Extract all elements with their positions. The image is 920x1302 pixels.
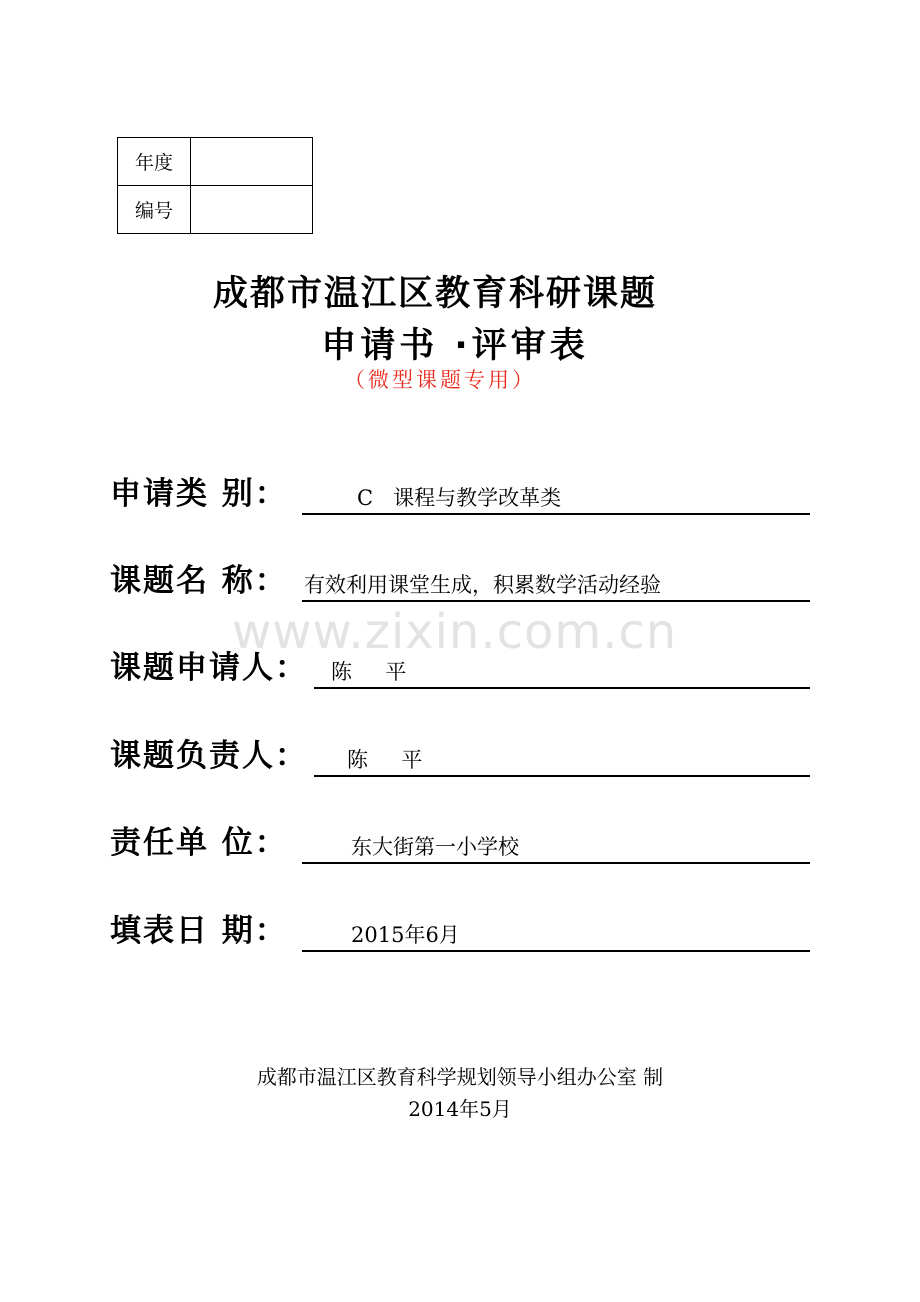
field-leader-value: 陈 平 — [347, 748, 423, 772]
document-title: 成都市温江区教育科研课题 — [212, 274, 657, 314]
field-date-value: 2015年6月 — [351, 923, 460, 947]
field-date — [110, 902, 810, 952]
year-label: 年度 — [118, 138, 191, 186]
watermark: www.zixin.com.cn — [232, 604, 678, 660]
field-applicant — [110, 639, 810, 689]
issuer-text: 成都市温江区教育科学规划领导小组办公室 制 — [256, 1065, 664, 1089]
number-label: 编号 — [118, 186, 191, 234]
field-topic — [110, 552, 810, 602]
document-subtitle: （微型课题专用） — [344, 368, 536, 392]
table-row — [118, 186, 313, 234]
field-category-label: 申请类 别： — [110, 476, 288, 512]
field-underline — [302, 600, 810, 602]
field-underline — [302, 513, 810, 515]
field-unit-label: 责任单 位： — [110, 825, 288, 861]
field-unit-value: 东大街第一小学校 — [351, 835, 519, 859]
field-category — [110, 465, 810, 515]
field-applicant-value: 陈 平 — [331, 660, 407, 684]
document-title-line2: 申请书 ·评审表 — [321, 326, 589, 366]
field-unit — [110, 814, 810, 864]
field-underline — [302, 862, 810, 864]
number-value — [191, 186, 313, 234]
field-category-value: C 课程与教学改革类 — [357, 486, 562, 510]
field-topic-label: 课题名 称： — [110, 563, 288, 599]
field-applicant-label: 课题申请人： — [110, 650, 308, 686]
year-number-table — [117, 137, 313, 234]
field-topic-value: 有效利用课堂生成，积累数学活动经验 — [304, 573, 661, 597]
field-underline — [302, 950, 810, 952]
field-date-label: 填表日 期： — [110, 913, 288, 949]
field-underline — [314, 687, 810, 689]
year-value — [191, 138, 313, 186]
field-leader — [110, 727, 810, 777]
table-row — [118, 138, 313, 186]
field-underline — [314, 775, 810, 777]
issue-date-text: 2014年5月 — [408, 1097, 512, 1121]
field-leader-label: 课题负责人： — [110, 738, 308, 774]
